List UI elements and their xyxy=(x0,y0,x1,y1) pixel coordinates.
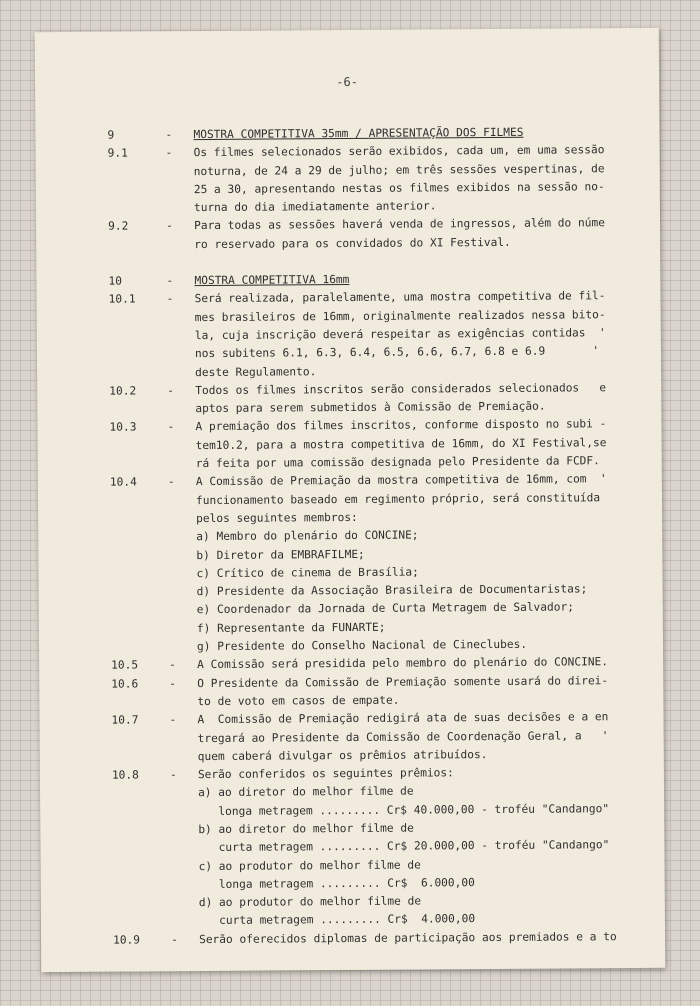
item-dash xyxy=(171,913,199,931)
section-heading: MOSTRA COMPETITIVA 16mm xyxy=(194,273,350,288)
item-number xyxy=(37,346,167,365)
item-text: g) Presidente do Conselho Nacional de Cineclubes. xyxy=(196,637,528,654)
item-dash: - xyxy=(169,676,177,690)
item-text: aptos para serem submetidos à Comissão de Premiação. xyxy=(195,399,546,416)
page-number: -6- xyxy=(336,74,358,90)
item-number: 10.9 xyxy=(113,933,141,947)
item-number: 10 xyxy=(108,274,122,288)
item-text: longa metragem ......... Cr$ 6.000,00 xyxy=(198,876,475,891)
item-dash: - xyxy=(166,219,173,233)
item-dash: - xyxy=(166,292,174,306)
document-page xyxy=(35,28,666,972)
item-number xyxy=(38,529,168,548)
item-number xyxy=(38,510,168,529)
item-number: 9.2 xyxy=(108,220,129,234)
item-number xyxy=(39,602,169,621)
item-number xyxy=(38,547,168,566)
item-text: rá feita por uma comissão designada pelo Presidente da FCDF. xyxy=(195,454,600,471)
item-text: A premiação dos filmes inscritos, conforme disposto no subi - xyxy=(195,417,607,434)
item-number xyxy=(41,894,171,913)
item-text: turna do dia imediatamente anterior. xyxy=(193,199,437,215)
item-text: mes brasileiros de 16mm, originalmente realizados nessa bito- xyxy=(194,307,606,324)
item-text: d) Presidente da Associação Brasileira de Documentaristas; xyxy=(196,582,588,599)
item-dash xyxy=(167,327,195,345)
item-number xyxy=(36,236,166,255)
item-text: Os filmes selecionados serão exibidos, cada um, em uma sessão xyxy=(193,143,605,160)
item-text: Todos os filmes inscritos serão considerados selecionados e xyxy=(195,381,607,397)
item-number xyxy=(39,583,169,602)
item-dash xyxy=(169,601,197,619)
item-text: la, cuja inscrição deverá respeitar as exigências contidas ' xyxy=(194,326,606,343)
item-number: 10.5 xyxy=(111,658,139,672)
item-number xyxy=(40,840,170,859)
item-number xyxy=(40,748,170,767)
item-text: Será realizada, paralelamente, uma mostra competitiva de fil- xyxy=(194,289,606,306)
item-text: c) ao produtor do melhor filme de xyxy=(198,858,421,873)
item-number: 10.8 xyxy=(111,768,139,782)
item-text: tem10.2, para a mostra competitiva de 16mm, do XI Festival,se xyxy=(195,435,607,452)
item-number xyxy=(37,327,167,346)
item-dash: - xyxy=(169,658,176,672)
item-number xyxy=(39,693,169,712)
item-number xyxy=(37,309,167,328)
item-dash xyxy=(170,730,198,748)
item-number xyxy=(37,364,167,383)
item-dash xyxy=(169,638,197,656)
item-dash xyxy=(168,455,196,473)
item-number: 10.6 xyxy=(111,677,139,691)
item-dash xyxy=(168,510,196,528)
item-number xyxy=(40,858,170,877)
item-number xyxy=(40,785,170,804)
item-dash xyxy=(168,492,196,510)
item-dash: - xyxy=(167,475,175,489)
item-dash: - xyxy=(171,932,178,947)
item-dash: - xyxy=(169,713,177,727)
item-text: A Comissão de Premiação da mostra competitiva de 16mm, com ' xyxy=(195,472,607,489)
item-dash: - xyxy=(169,768,177,782)
section-heading: MOSTRA COMPETITIVA 35mm / APRESENTAÇÃO DOS FILMES xyxy=(193,125,524,142)
item-text: b) ao diretor do melhor filme de xyxy=(198,821,414,837)
item-text: tregará ao Presidente da Comissão de Coordenação Geral, a ' xyxy=(197,728,609,745)
item-number xyxy=(36,163,166,182)
item-dash xyxy=(166,181,194,199)
item-dash xyxy=(166,236,194,254)
item-dash xyxy=(169,693,197,711)
item-text: f) Representante da FUNARTE; xyxy=(196,620,386,635)
item-text: 25 a 30, apresentando nestas os filmes exibidos na sessão no- xyxy=(193,180,605,196)
item-number: 10.3 xyxy=(109,420,137,435)
item-dash xyxy=(167,345,195,363)
item-number xyxy=(36,199,166,218)
item-number: 10.2 xyxy=(109,384,137,398)
item-text: longa metragem ......... Cr$ 40.000,00 - troféu "Candango" xyxy=(198,801,610,818)
item-text: Para todas as sessões haverá venda de ingressos, além do núme xyxy=(194,216,605,233)
item-text: Serão conferidos os seguintes prêmios: xyxy=(197,766,454,782)
item-number: 9.1 xyxy=(107,146,128,160)
item-dash xyxy=(166,199,194,217)
item-number: 10.7 xyxy=(111,713,139,727)
item-dash: - xyxy=(167,384,175,398)
regulation-text xyxy=(35,123,665,950)
item-number xyxy=(40,803,170,822)
item-dash xyxy=(167,309,195,327)
item-number xyxy=(37,400,167,419)
item-text: c) Crítico de cinema de Brasília; xyxy=(196,565,419,580)
item-dash xyxy=(170,748,198,766)
item-dash: - xyxy=(165,146,173,160)
item-number xyxy=(38,437,168,456)
item-text: ro reservado para os convidados do XI Festival. xyxy=(194,235,511,251)
item-number xyxy=(41,913,171,932)
item-number xyxy=(38,455,168,474)
item-text: Serão oferecidos diplomas de participação aos premiados e a to xyxy=(199,929,617,946)
item-dash xyxy=(170,784,198,802)
item-text: to de voto em casos de empate. xyxy=(197,693,400,708)
item-dash xyxy=(170,858,198,876)
item-dash xyxy=(169,583,197,601)
item-dash xyxy=(171,894,199,912)
item-number xyxy=(38,492,168,511)
item-dash xyxy=(167,400,195,418)
item-text: pelos seguintes membros: xyxy=(196,510,358,526)
text-line xyxy=(41,928,665,951)
item-text: noturna, de 24 a 29 de julho; em três sessões vespertinas, de xyxy=(193,161,605,178)
item-text: d) ao produtor do melhor filme de xyxy=(198,894,422,910)
item-number xyxy=(41,876,171,895)
item-text: e) Coordenador da Jornada de Curta Metragem de Salvador; xyxy=(196,600,574,617)
item-dash xyxy=(166,163,194,181)
item-number: 10.1 xyxy=(108,292,136,307)
item-dash xyxy=(168,547,196,565)
item-text: O Presidente da Comissão de Premiação somente usará do direi- xyxy=(197,673,609,690)
item-dash xyxy=(170,821,198,839)
item-dash xyxy=(169,620,197,638)
item-dash xyxy=(170,803,198,821)
item-dash: - xyxy=(165,128,173,142)
item-dash xyxy=(170,839,198,857)
item-number xyxy=(40,821,170,840)
item-dash: - xyxy=(166,274,174,288)
item-text: deste Regulamento. xyxy=(195,364,317,379)
item-text: curta metragem ......... Cr$ 4.000,00 xyxy=(198,912,476,928)
item-dash xyxy=(167,364,195,382)
item-text: quem caberá divulgar os prêmios atribuídos. xyxy=(197,747,488,763)
item-number xyxy=(40,730,170,749)
item-text: a) Membro do plenário do CONCINE; xyxy=(196,528,419,544)
item-text: b) Diretor da EMBRAFILME; xyxy=(196,547,365,562)
item-number: 10.4 xyxy=(109,475,137,490)
item-dash: - xyxy=(167,420,175,434)
item-text: A Comissão de Premiação redigirá ata de suas decisões e a en xyxy=(197,710,609,727)
item-text: a) ao diretor do melhor filme de xyxy=(197,784,414,800)
item-dash xyxy=(168,437,196,455)
item-dash xyxy=(171,876,199,894)
item-number: 9 xyxy=(107,128,115,142)
item-text: funcionamento baseado em regimento próprio, será constituída xyxy=(195,490,601,507)
item-text: A Comissão será presidida pelo membro do plenário do CONCINE. xyxy=(197,655,609,672)
item-dash xyxy=(168,565,196,583)
item-number xyxy=(39,638,169,657)
item-text: curta metragem ......... Cr$ 20.000,00 - troféu "Candango" xyxy=(198,838,610,855)
item-text: nos subitens 6.1, 6.3, 6.4, 6.5, 6.6, 6.7, 6.8 e 6.9 ' xyxy=(194,344,600,361)
item-number xyxy=(38,565,168,584)
item-number xyxy=(39,620,169,639)
item-number xyxy=(36,181,166,200)
item-dash xyxy=(168,528,196,546)
